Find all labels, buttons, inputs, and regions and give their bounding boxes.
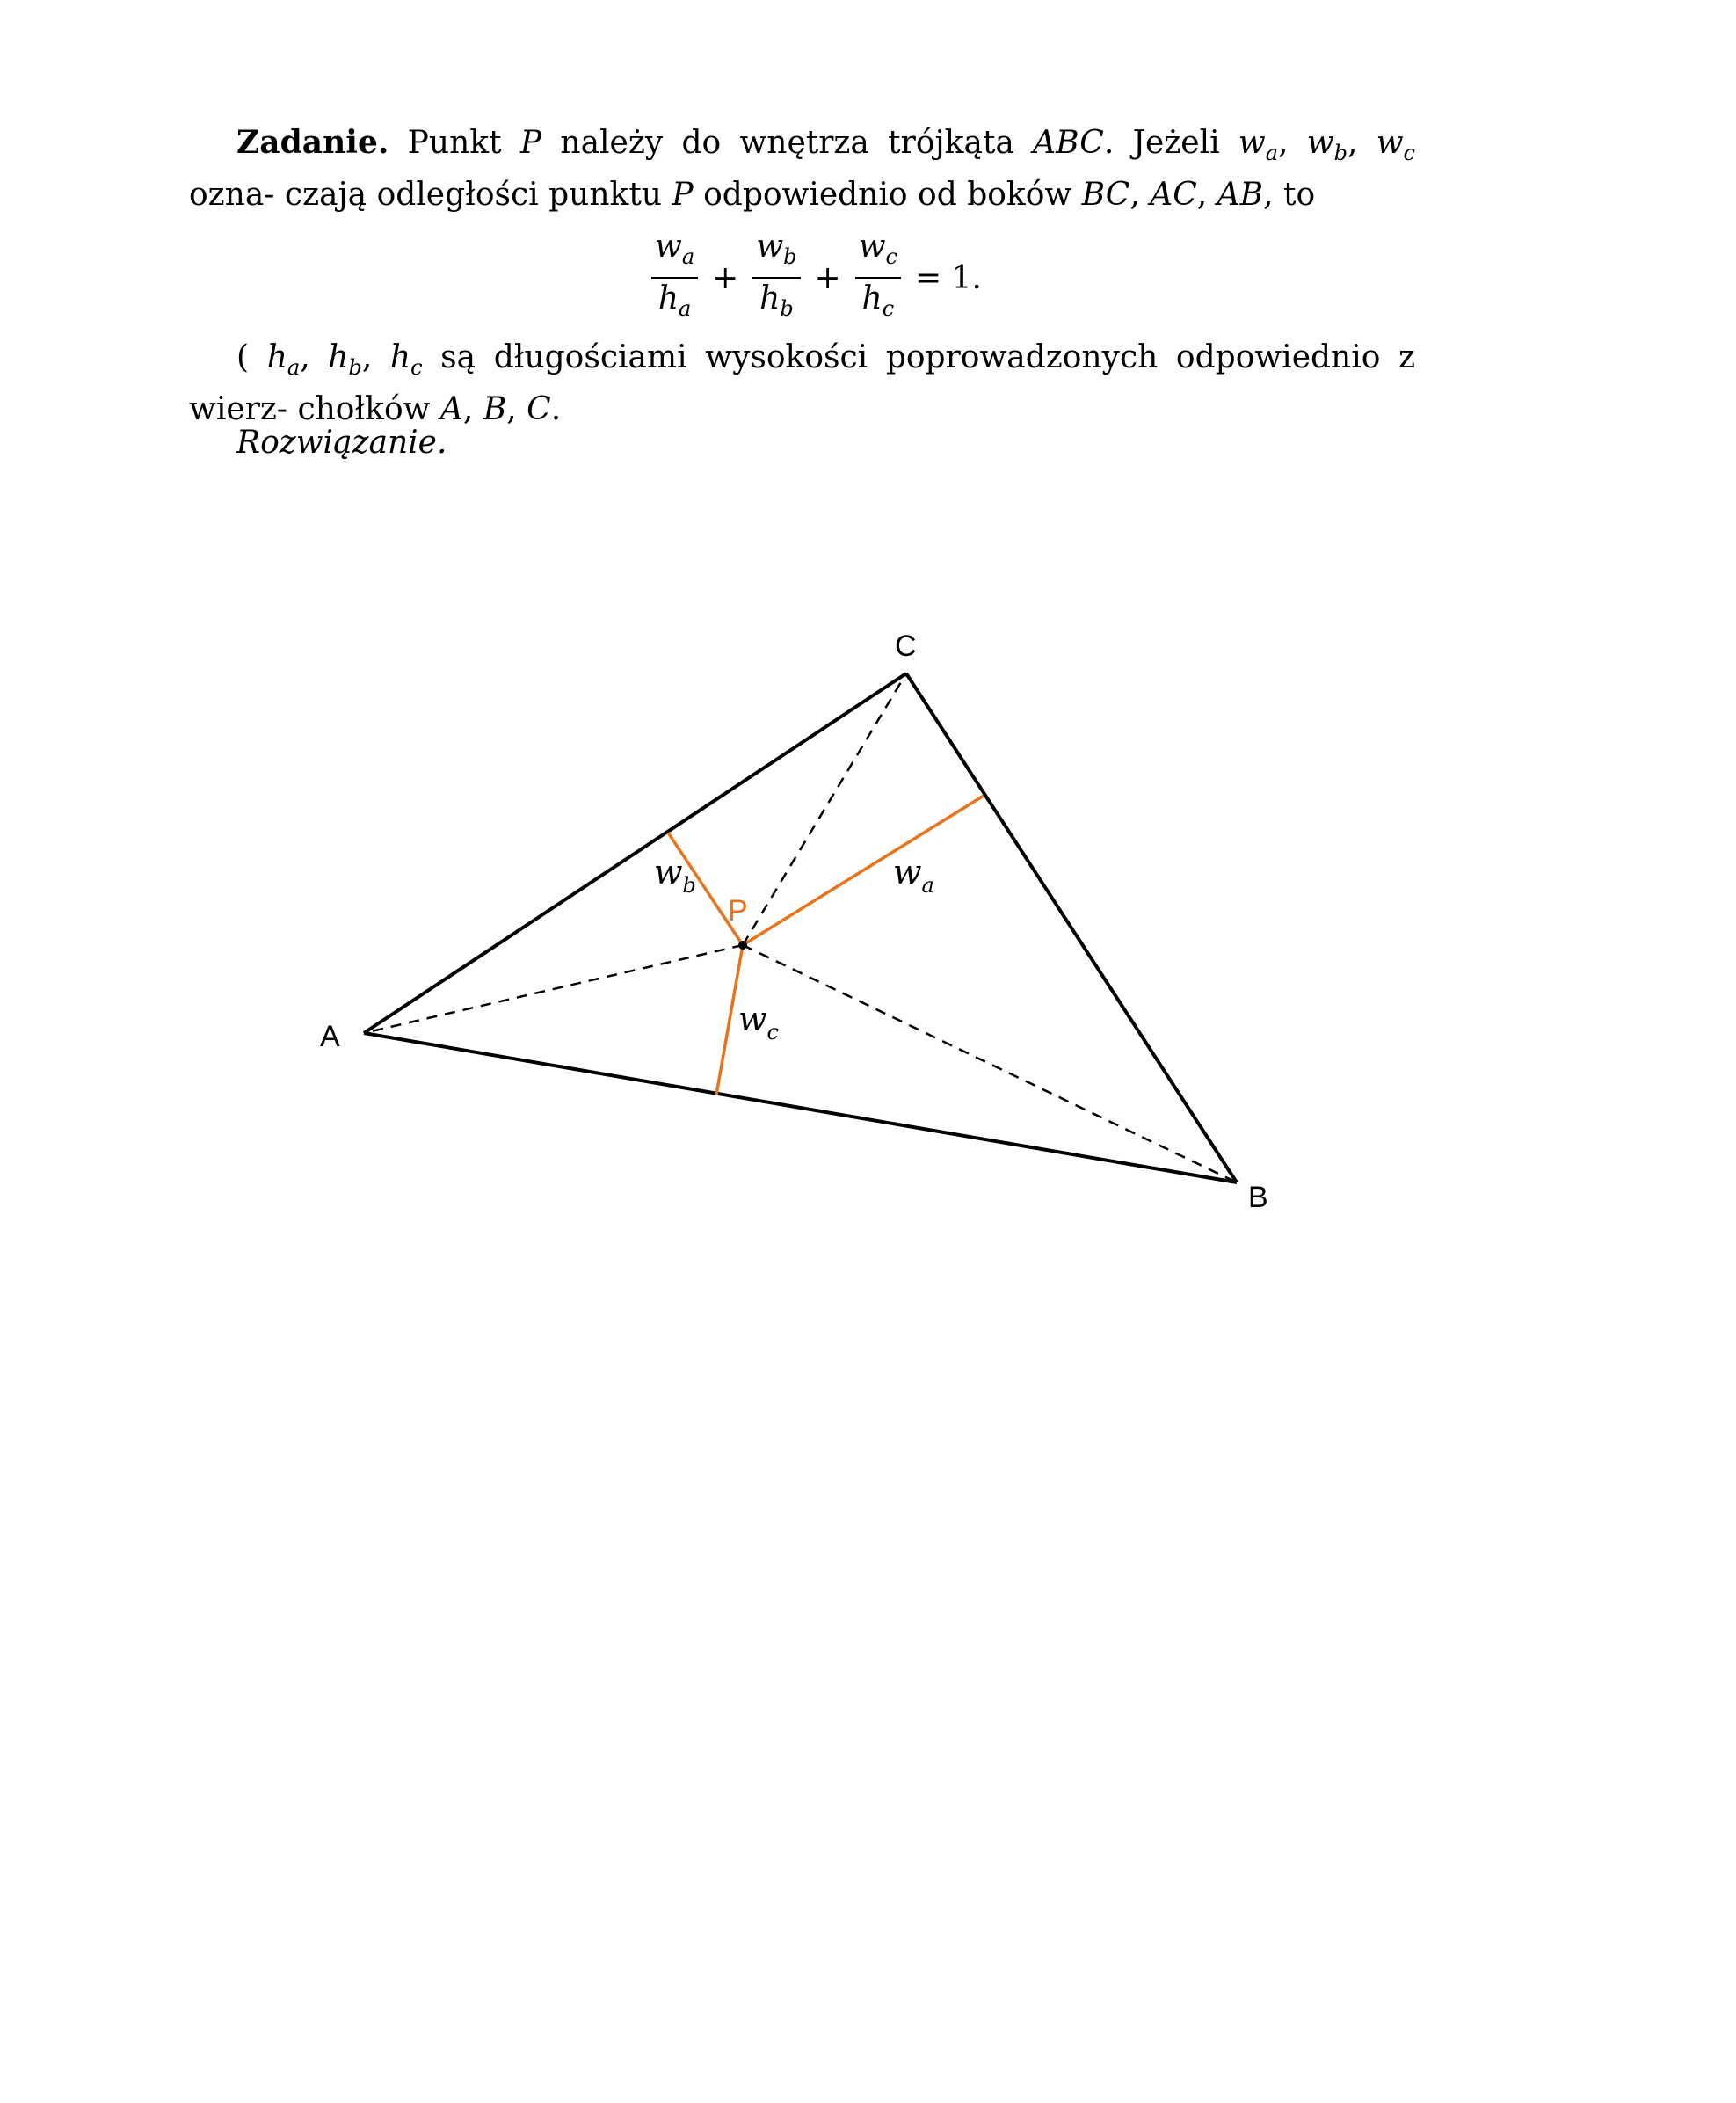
solution-label: Rozwiązanie. (236, 425, 447, 461)
label-P: P (728, 894, 748, 928)
point-P (738, 941, 747, 950)
problem-line-1: Punkt P należy do wnętrza trójkąta ABC. Jeżeli $w_a$, $w_b$, $w_c$ ozna- (189, 125, 1415, 213)
label-wa: $w_a$ (893, 853, 934, 898)
distance-wa (743, 796, 984, 945)
dashed-line-PC (743, 673, 906, 945)
label-wc: $w_c$ (738, 1000, 779, 1044)
fraction-a: $\frac{w_a}{h_a}$ (651, 227, 698, 329)
problem-heading: Zadanie. (236, 124, 389, 161)
dashed-line-PB (743, 945, 1237, 1182)
label-wb: $w_b$ (654, 853, 696, 898)
plus-sign-2: + (814, 259, 841, 296)
side-AB (364, 1033, 1237, 1182)
plus-sign-1: + (712, 259, 739, 296)
equation-rhs: = 1. (914, 259, 982, 296)
side-AC (364, 673, 906, 1033)
label-A: A (320, 1020, 340, 1053)
label-B: B (1248, 1181, 1268, 1214)
heights-note-line-1: ( $h_a$, $h_b$, $h_c$ są długościami wysokości poprowadzonych odpowiednio z wierz- (189, 339, 1416, 427)
label-C: C (895, 629, 917, 663)
side-CB (906, 673, 1237, 1182)
fraction-c: $\frac{w_c}{h_c}$ (855, 227, 901, 329)
heights-note-line-2: chołków A, B, C. (297, 391, 562, 427)
dashed-line-PA (364, 945, 743, 1033)
problem-line-2: czają odległości punktu P odpowiednio od boków BC, AC, AB, to (284, 177, 1316, 213)
fraction-b: $\frac{w_b}{h_b}$ (752, 227, 800, 329)
